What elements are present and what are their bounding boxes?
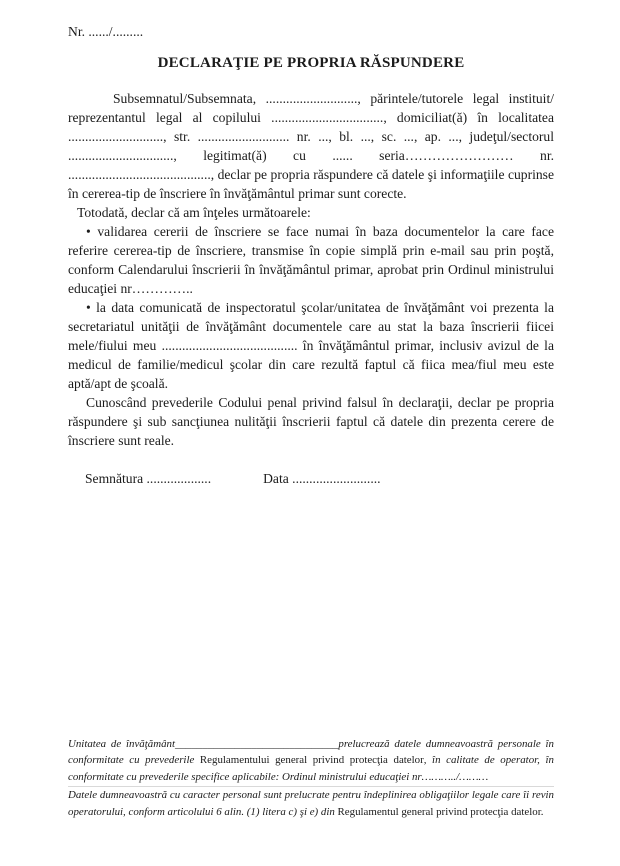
signature-line: [68, 469, 554, 488]
footer: [68, 736, 554, 820]
gdpr-paragraph-operator: [68, 736, 554, 785]
intro-paragraph: Subsemnatul/Subsemnata, ..........................., părintele/tutorele legal instituit/​reprezentantul legal al copilului ................................., domiciliat(ă) în localitatea ............................, str. ........................... nr. ..., bl. ..., sc. ..., ap. ..., judeţul/​sectorul ..............................., legitimat(ă) cu ...... seria…………………… nr. .........................................., declar pe propria răspundere că datele şi informaţiile cuprinse în cererea-tip de înscriere în învăţământul primar sunt corecte.: [68, 91, 554, 201]
totodata-line: Totodată, declar că am înţeles următoarele:: [77, 205, 311, 220]
footer-regulation-name: Regulamentului general privind protecţia datelor: [199, 754, 424, 767]
blank-underscore-line: ______________________________: [175, 737, 339, 750]
document-title: DECLARAŢIE PE PROPRIA RĂSPUNDERE: [157, 55, 465, 71]
signature-label: Semnătura ...................: [85, 471, 212, 486]
footer-text-segment: Unitatea de învăţământ: [68, 737, 176, 750]
footer-regulation-name: Regulamentul general privind protecţia datelor.: [337, 805, 544, 818]
document-number: Nr. ....../.........: [68, 24, 144, 39]
footer-text-segment: prelucrează datele dumneavoastră personale în conformitate cu prevederile: [68, 737, 554, 767]
gdpr-paragraph-legal-basis: [68, 787, 554, 820]
footer-text-segment: Datele dumneavoastră cu caracter personal sunt prelucrate pentru îndeplinirea obligaţiilor legale care îi revin operatorului, conform articolului 6 alin. (1) litera c) şi e) din: [68, 789, 554, 818]
bullet-item-documents: • la data comunicată de inspectoratul şcolar/unitatea de învăţământ voi prezenta la secretariatul unităţii de învăţământ documentele care au stat la baza înscrierii fiicei mele/fiului meu ........................................ în învăţământul primar, inclusiv avizul de la medicul de familie/medicul şcolar din care rezultă faptul că fiica mea/fiul meu este aptă/apt de şcoală.: [68, 300, 554, 391]
closing-paragraph: Cunoscând prevederile Codului penal privind falsul în declaraţii, declar pe propria răspundere şi sub sancţiunea nulităţii înscrierii faptul că datele din prezenta cerere de înscriere sunt reale.: [68, 395, 554, 448]
date-label: Data ..........................: [263, 471, 381, 486]
bullet-item-validation: • validarea cererii de înscriere se face numai în baza documentelor la care face referire cererea-tip de înscriere, transmise în copie simplă prin e-mail sau prin poştă, conform Calendarului înscrierii în învăţământul primar, aprobat prin Ordinul ministrului educaţiei nr…………..: [68, 224, 554, 296]
footer-text-segment: , în calitate de operator, în conformitate cu prevederile specifice aplicabile: Ordinul ministrului educaţiei nr………../………: [68, 754, 554, 783]
